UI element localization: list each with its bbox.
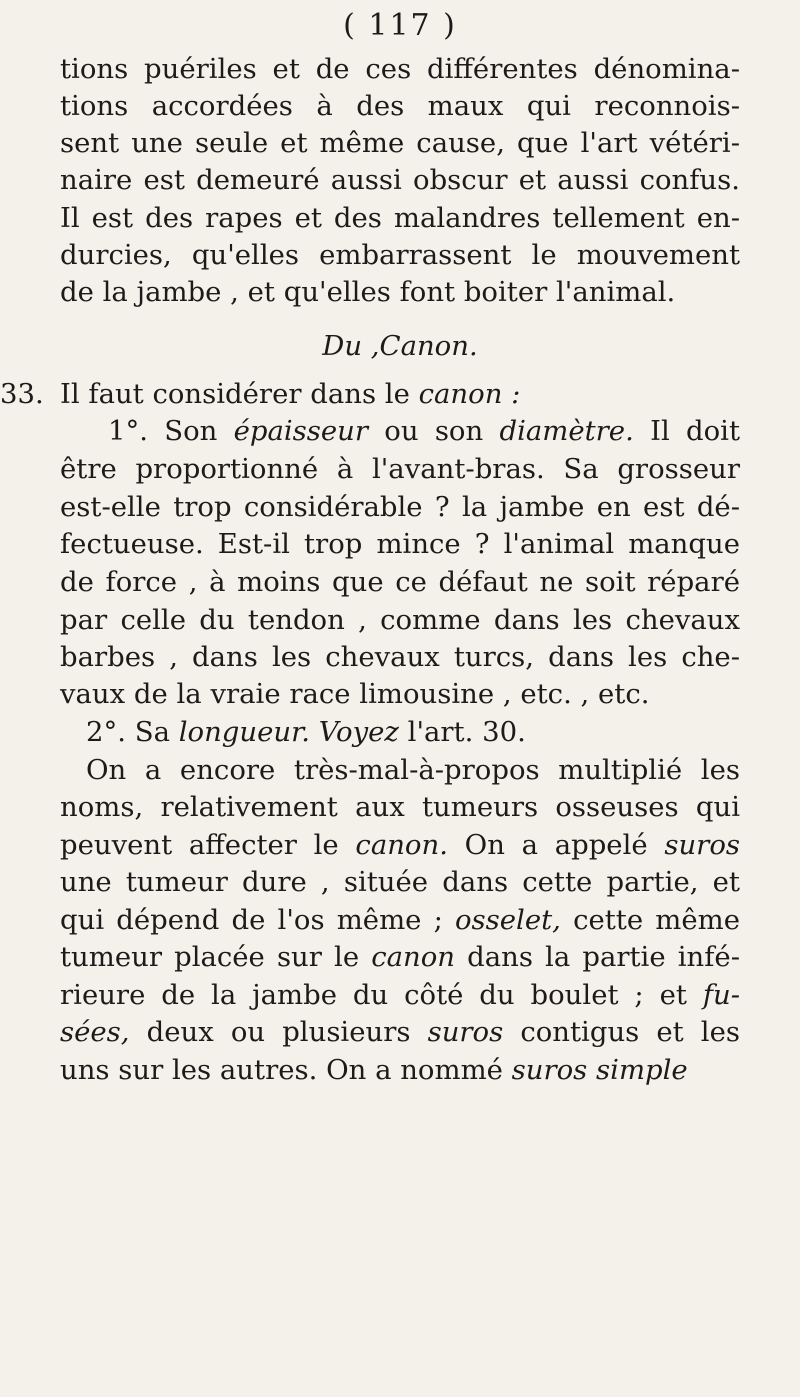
text-line: est-elle trop considérable ? la jambe en est dé- [60,491,740,523]
text-line: fectueuse. Est-il trop mince ? l'animal manque [60,528,740,560]
text-line: 1°. Son épaisseur ou son diamètre. Il doit [108,415,741,447]
text-line: Il est des rapes et des malandres tellement en- [60,202,740,234]
text-line: de la jambe , et qu'elles font boiter l'animal. [60,276,676,308]
text-line: tions accordées à des maux qui reconnois- [60,90,740,122]
text-line: On a encore très-mal-à-propos multiplié les [86,754,740,786]
text-line: sent une seule et même cause, que l'art vétéri- [60,127,740,159]
text-line: uns sur les autres. On a nommé suros simple [60,1054,688,1086]
text-line: qui dépend de l'os même ; osselet, cette même [60,904,740,936]
text-line: vaux de la vraie race limousine , etc. , etc. [60,678,650,710]
text-line: peuvent affecter le canon. On a appelé suros [60,829,740,861]
text-line: sées, deux ou plusieurs suros contigus et les [60,1016,740,1048]
margin-section-number: 33. [0,378,44,410]
text-line: noms, relativement aux tumeurs osseuses qui [60,791,740,823]
text-line: 2°. Sa longueur. Voyez l'art. 30. [86,716,526,748]
text-line: de force , à moins que ce défaut ne soit réparé [60,566,740,598]
text-line: une tumeur dure , située dans cette partie, et [60,866,740,898]
text-line: tions puériles et de ces différentes dénomina- [60,53,740,85]
text-line: Il faut considérer dans le canon : [60,378,521,410]
text-line: rieure de la jambe du côté du boulet ; et fu- [60,979,740,1011]
text-line: tumeur placée sur le canon dans la partie infé- [60,941,740,973]
text-line: durcies, qu'elles embarrassent le mouvement [60,239,740,271]
text-line: par celle du tendon , comme dans les chevaux [60,604,740,636]
page-number: ( 117 ) [343,8,457,43]
section-heading: Du ,Canon. [322,330,478,362]
text-line: barbes , dans les chevaux turcs, dans les che- [60,641,740,673]
text-line: être proportionné à l'avant-bras. Sa grosseur [60,453,740,485]
text-line: naire est demeuré aussi obscur et aussi confus. [60,164,740,196]
